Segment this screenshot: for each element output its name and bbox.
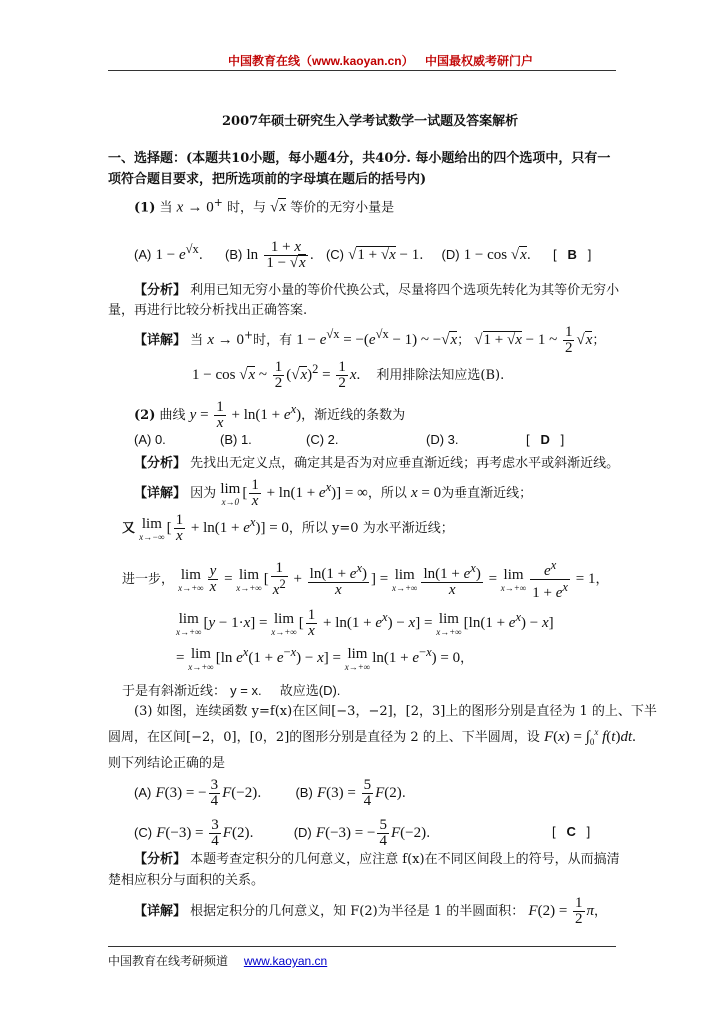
q2-intercept-line: lim x→+∞ [y − 1·x] = lim x→+∞ [ $\frac{1}{x}$ + $\ln(1 + e^x) - x$] = lim x→+∞ $[\ln(1 + e^x) - x]$ [176,607,554,639]
q3-stem-line2: 圆周，在区间[−2，0]，[0，2]的图形分别是直径为 2 的上、下半圆周，设 $F(x) = \int_0^x$ f(t)dt. [108,727,636,747]
header-rule [108,70,616,71]
q3-detail: 【详解】 根据定积分的几何意义，知 F(2)为半径是 1 的半圆面积： F(2) = $\frac{1}{2}$ π， [134,895,608,927]
q3-analysis: 【分析】 本题考查定积分的几何意义，应注意 f(x)在不同区间段上的符号，从而搞清 [134,852,620,867]
q3-analysis-line2: 楚相应积分与面积的关系。 [108,873,265,888]
footer [108,952,327,969]
q2-detail: 【详解】 因为 lim x→0 [ $\frac{1}{x}$ + $\ln(1 + e^x)$] = ∞，所以 x = 0为垂直渐近线； [134,477,533,509]
q1-options: (A) $1 - e^{√x}$. (B) ln $\frac{1 + x}{1 - √x}$ . (C) √1 + √x − 1. (D) 1 − cos √x. [ B ] [134,239,592,271]
page-title: 2007年硕士研究生入学考试数学一试题及答案解析 [222,114,519,129]
q3-options-cd: (C) F(−3) = $\frac{3}{4}$ F(2). (D) F(−3) = − $\frac{5}{4}$ F(−2). [ C ] [134,817,591,849]
section-heading-line1: 一、选择题：(本题共10小题，每小题4分，共40分. 每小题给出的四个选项中，只有一 [108,151,611,166]
q2-intercept-line2: = lim x→+∞ [ln $e^x(1 + e^{-x}) - x$] = lim x→+∞ $\ln(1 + e^{-x}) = 0$， [176,645,474,672]
q2-horizontal: 又 lim x→−∞ [ $\frac{1}{x}$ + $\ln(1 + e^x)] = 0$，所以 y=0 为水平渐近线； [122,512,454,544]
q2-analysis: 【分析】 先找出无定义点，确定其是否为对应垂直渐近线；再考虑水平或斜渐近线。 [134,456,620,471]
q3-stem-line3: 则下列结论正确的是 [108,756,226,771]
header-site[interactable]: 中国教育在线（www.kaoyan.cn） [228,54,414,68]
q1-analysis: 【分析】 利用已知无穷小量的等价代换公式，尽量将四个选项先转化为其等价无穷小 [134,283,620,298]
footer-link[interactable]: www.kaoyan.cn [243,954,328,968]
q1-number: (1) [134,200,156,216]
q3-options-ab: (A) F(3) = − $\frac{3}{4}$ F(−2). (B) F(3) = $\frac{5}{4}$ F(2). [134,777,406,809]
footer-rule [108,946,616,947]
q3-stem-line1: (3) 如图，连续函数 y=f(x)在区间[−3，−2]，[2，3]上的图形分别是直径为 1 的上、下半 [134,704,657,719]
q2-stem: (2) 曲线 y = $\frac{1}{x}$ + $\ln(1 + e^x)$，渐近线的条数为 [134,399,406,431]
q1-stem: (1) 当 x → 0+ 时，与 √x 等价的无穷小量是 [134,196,395,216]
q3-answer: C [566,824,576,839]
header-slogan: 中国最权威考研门户 [424,54,533,68]
header-banner [228,52,533,69]
q1-detail-line2: 1 − cos √x ~ $\frac{1}{2}$ $(√x)^2$ = $\frac{1}{2}$ x. 利用排除法知应选(B). [192,359,505,391]
q1-analysis-line2: 量，再进行比较分析找出正确答案. [108,303,308,318]
footer-text: 中国教育在线考研频道 [108,954,229,968]
q2-slope-line: 进一步， lim x→+∞ $\frac{y}{x}$ = lim x→+∞ [ $\frac{1}{x^2}$ + $\frac{\ln(1 + e^x)}{x}$ ] = lim x→+∞ $\frac{\ln(1 + e^x)}{x}$ = lim x→+∞ $\frac{e^x}{1 + e^x}$ = 1， [122,558,609,601]
q2-conclusion: 于是有斜渐近线： y = x. 故应选(D). [122,683,341,699]
q2-answer: D [540,432,550,447]
q1-answer: B [567,247,577,262]
q1-detail: 【详解】 当 x → 0+时，有 $1 - e^{√x} = -(e^{√x} - 1)$ ~ −√x； √1 + √x − 1 ~ $\frac{1}{2}$ √x； [134,324,606,356]
section-heading-line2: 项符合题目要求，把所选项前的字母填在题后的括号内) [108,172,427,187]
